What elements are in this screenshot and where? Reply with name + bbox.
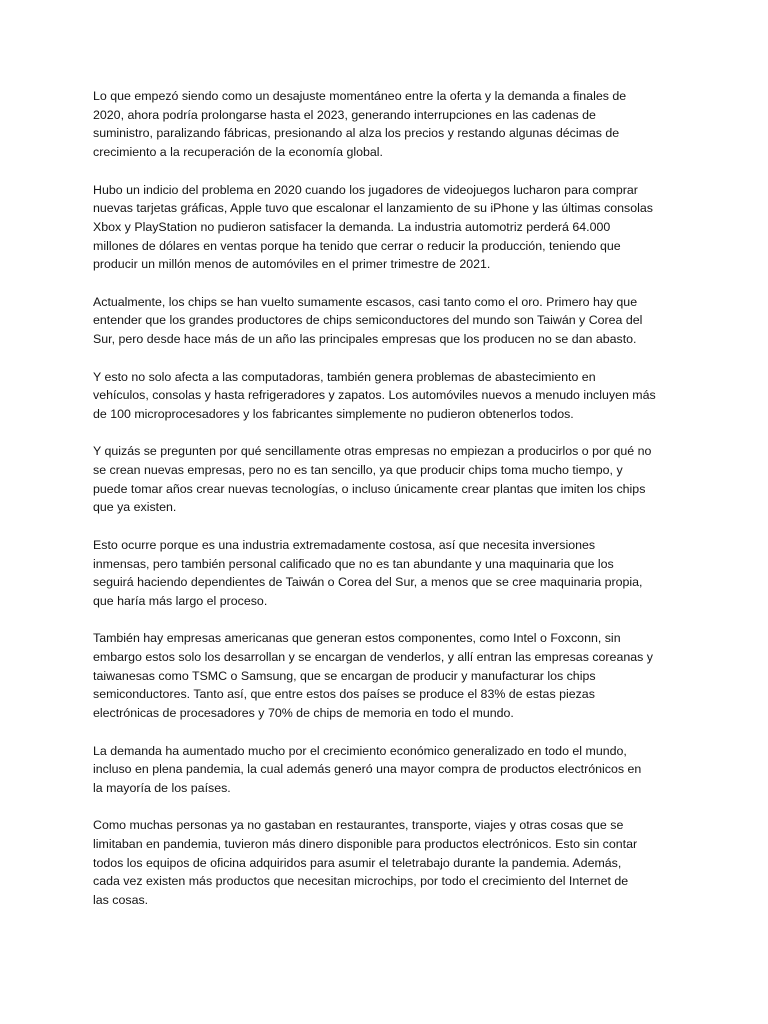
document-page [93, 87, 678, 929]
paragraph-line: Sur, pero desde hace más de un año las principales empresas que los producen no se dan abasto. [93, 332, 637, 347]
paragraph-line: Actualmente, los chips se han vuelto sumamente escasos, casi tanto como el oro. Primero hay que [93, 294, 638, 309]
paragraph-line: millones de dólares en ventas porque ha tenido que cerrar o reducir la producción, teniendo que [93, 238, 621, 253]
paragraph-line: producir un millón menos de automóviles en el primer trimestre de 2021. [93, 257, 491, 272]
paragraph-2 [93, 181, 678, 275]
paragraph-line: entender que los grandes productores de chips semiconductores del mundo son Taiwán y Corea del [93, 313, 643, 328]
paragraph-8 [93, 742, 678, 798]
paragraph-3 [93, 293, 678, 349]
paragraph-line: las cosas. [93, 893, 149, 908]
paragraph-7 [93, 629, 678, 723]
paragraph-4 [93, 368, 678, 424]
paragraph-line: Y esto no solo afecta a las computadoras, también genera problemas de abastecimiento en [93, 369, 596, 384]
paragraph-line: Lo que empezó siendo como un desajuste momentáneo entre la oferta y la demanda a finales de [93, 89, 627, 103]
paragraph-line: Hubo un indicio del problema en 2020 cuando los jugadores de videojuegos lucharon para comprar [93, 182, 638, 197]
paragraph-line: puede tomar años crear nuevas tecnologías, o incluso únicamente crear plantas que imiten los chips [93, 481, 646, 496]
paragraph-5 [93, 442, 678, 517]
paragraph-line: limitaban en pandemia, tuvieron más dinero disponible para productos electrónicos. Esto sin contar [93, 837, 638, 851]
paragraph-line: cada vez existen más productos que necesitan microchips, por todo el crecimiento del Internet de [93, 874, 629, 889]
paragraph-line: de 100 microprocesadores y los fabricantes simplemente no pudieron obtenerlos todos. [93, 406, 574, 421]
paragraph-line: Como muchas personas ya no gastaban en restaurantes, transporte, viajes y otras cosas que se [93, 818, 624, 833]
paragraph-6 [93, 536, 678, 611]
paragraph-line: se crean nuevas empresas, pero no es tan sencillo, ya que producir chips toma mucho tiempo, y [93, 463, 623, 477]
paragraph-line: La demanda ha aumentado mucho por el crecimiento económico generalizado en todo el mundo, [93, 743, 627, 758]
paragraph-line: crecimiento a la recuperación de la economía global. [93, 145, 383, 160]
paragraph-line: seguirá haciendo dependientes de Taiwán o Corea del Sur, a menos que se cree maquinaria propia, [93, 575, 643, 590]
paragraph-line: inmensas, pero también personal calificado que no es tan abundante y una maquinaria que los [93, 556, 614, 571]
paragraph-line: todos los equipos de oficina adquiridos para asumir el teletrabajo durante la pandemia. Además, [93, 855, 622, 870]
paragraph-line: que ya existen. [93, 500, 177, 515]
paragraph-line: electrónicas de procesadores y 70% de chips de memoria en todo el mundo. [93, 706, 514, 721]
paragraph-line: que haría más largo el proceso. [93, 593, 268, 608]
paragraph-line: la mayoría de los países. [93, 780, 231, 795]
paragraph-line: embargo estos solo los desarrollan y se encargan de venderlos, y allí entran las empresas coreanas y [93, 650, 653, 664]
paragraph-line: Esto ocurre porque es una industria extremadamente costosa, así que necesita inversiones [93, 537, 596, 552]
paragraph-line: Y quizás se pregunten por qué sencillamente otras empresas no empiezan a producirlos o por qué no [93, 444, 652, 459]
paragraph-line: vehículos, consolas y hasta refrigeradores y zapatos. Los automóviles nuevos a menudo incluyen más [93, 388, 656, 403]
paragraph-line: nuevas tarjetas gráficas, Apple tuvo que escalonar el lanzamiento de su iPhone y las últimas consolas [93, 201, 653, 216]
paragraph-1 [93, 87, 678, 162]
paragraph-line: 2020, ahora podría prolongarse hasta el 2023, generando interrupciones en las cadenas de [93, 107, 596, 122]
paragraph-line: semiconductores. Tanto así, que entre estos dos países se produce el 83% de estas piezas [93, 687, 595, 702]
paragraph-line: taiwanesas como TSMC o Samsung, que se encargan de producir y manufacturar los chips [93, 668, 596, 683]
paragraph-line: incluso en plena pandemia, la cual además generó una mayor compra de productos electrónicos en [93, 762, 642, 777]
paragraph-9 [93, 816, 678, 910]
paragraph-line: También hay empresas americanas que generan estos componentes, como Intel o Foxconn, sin [93, 631, 621, 646]
paragraph-line: Xbox y PlayStation no pudieron satisfacer la demanda. La industria automotriz perderá 64.000 [93, 219, 611, 234]
paragraph-line: suministro, paralizando fábricas, presionando al alza los precios y restando algunas décimas de [93, 126, 620, 141]
